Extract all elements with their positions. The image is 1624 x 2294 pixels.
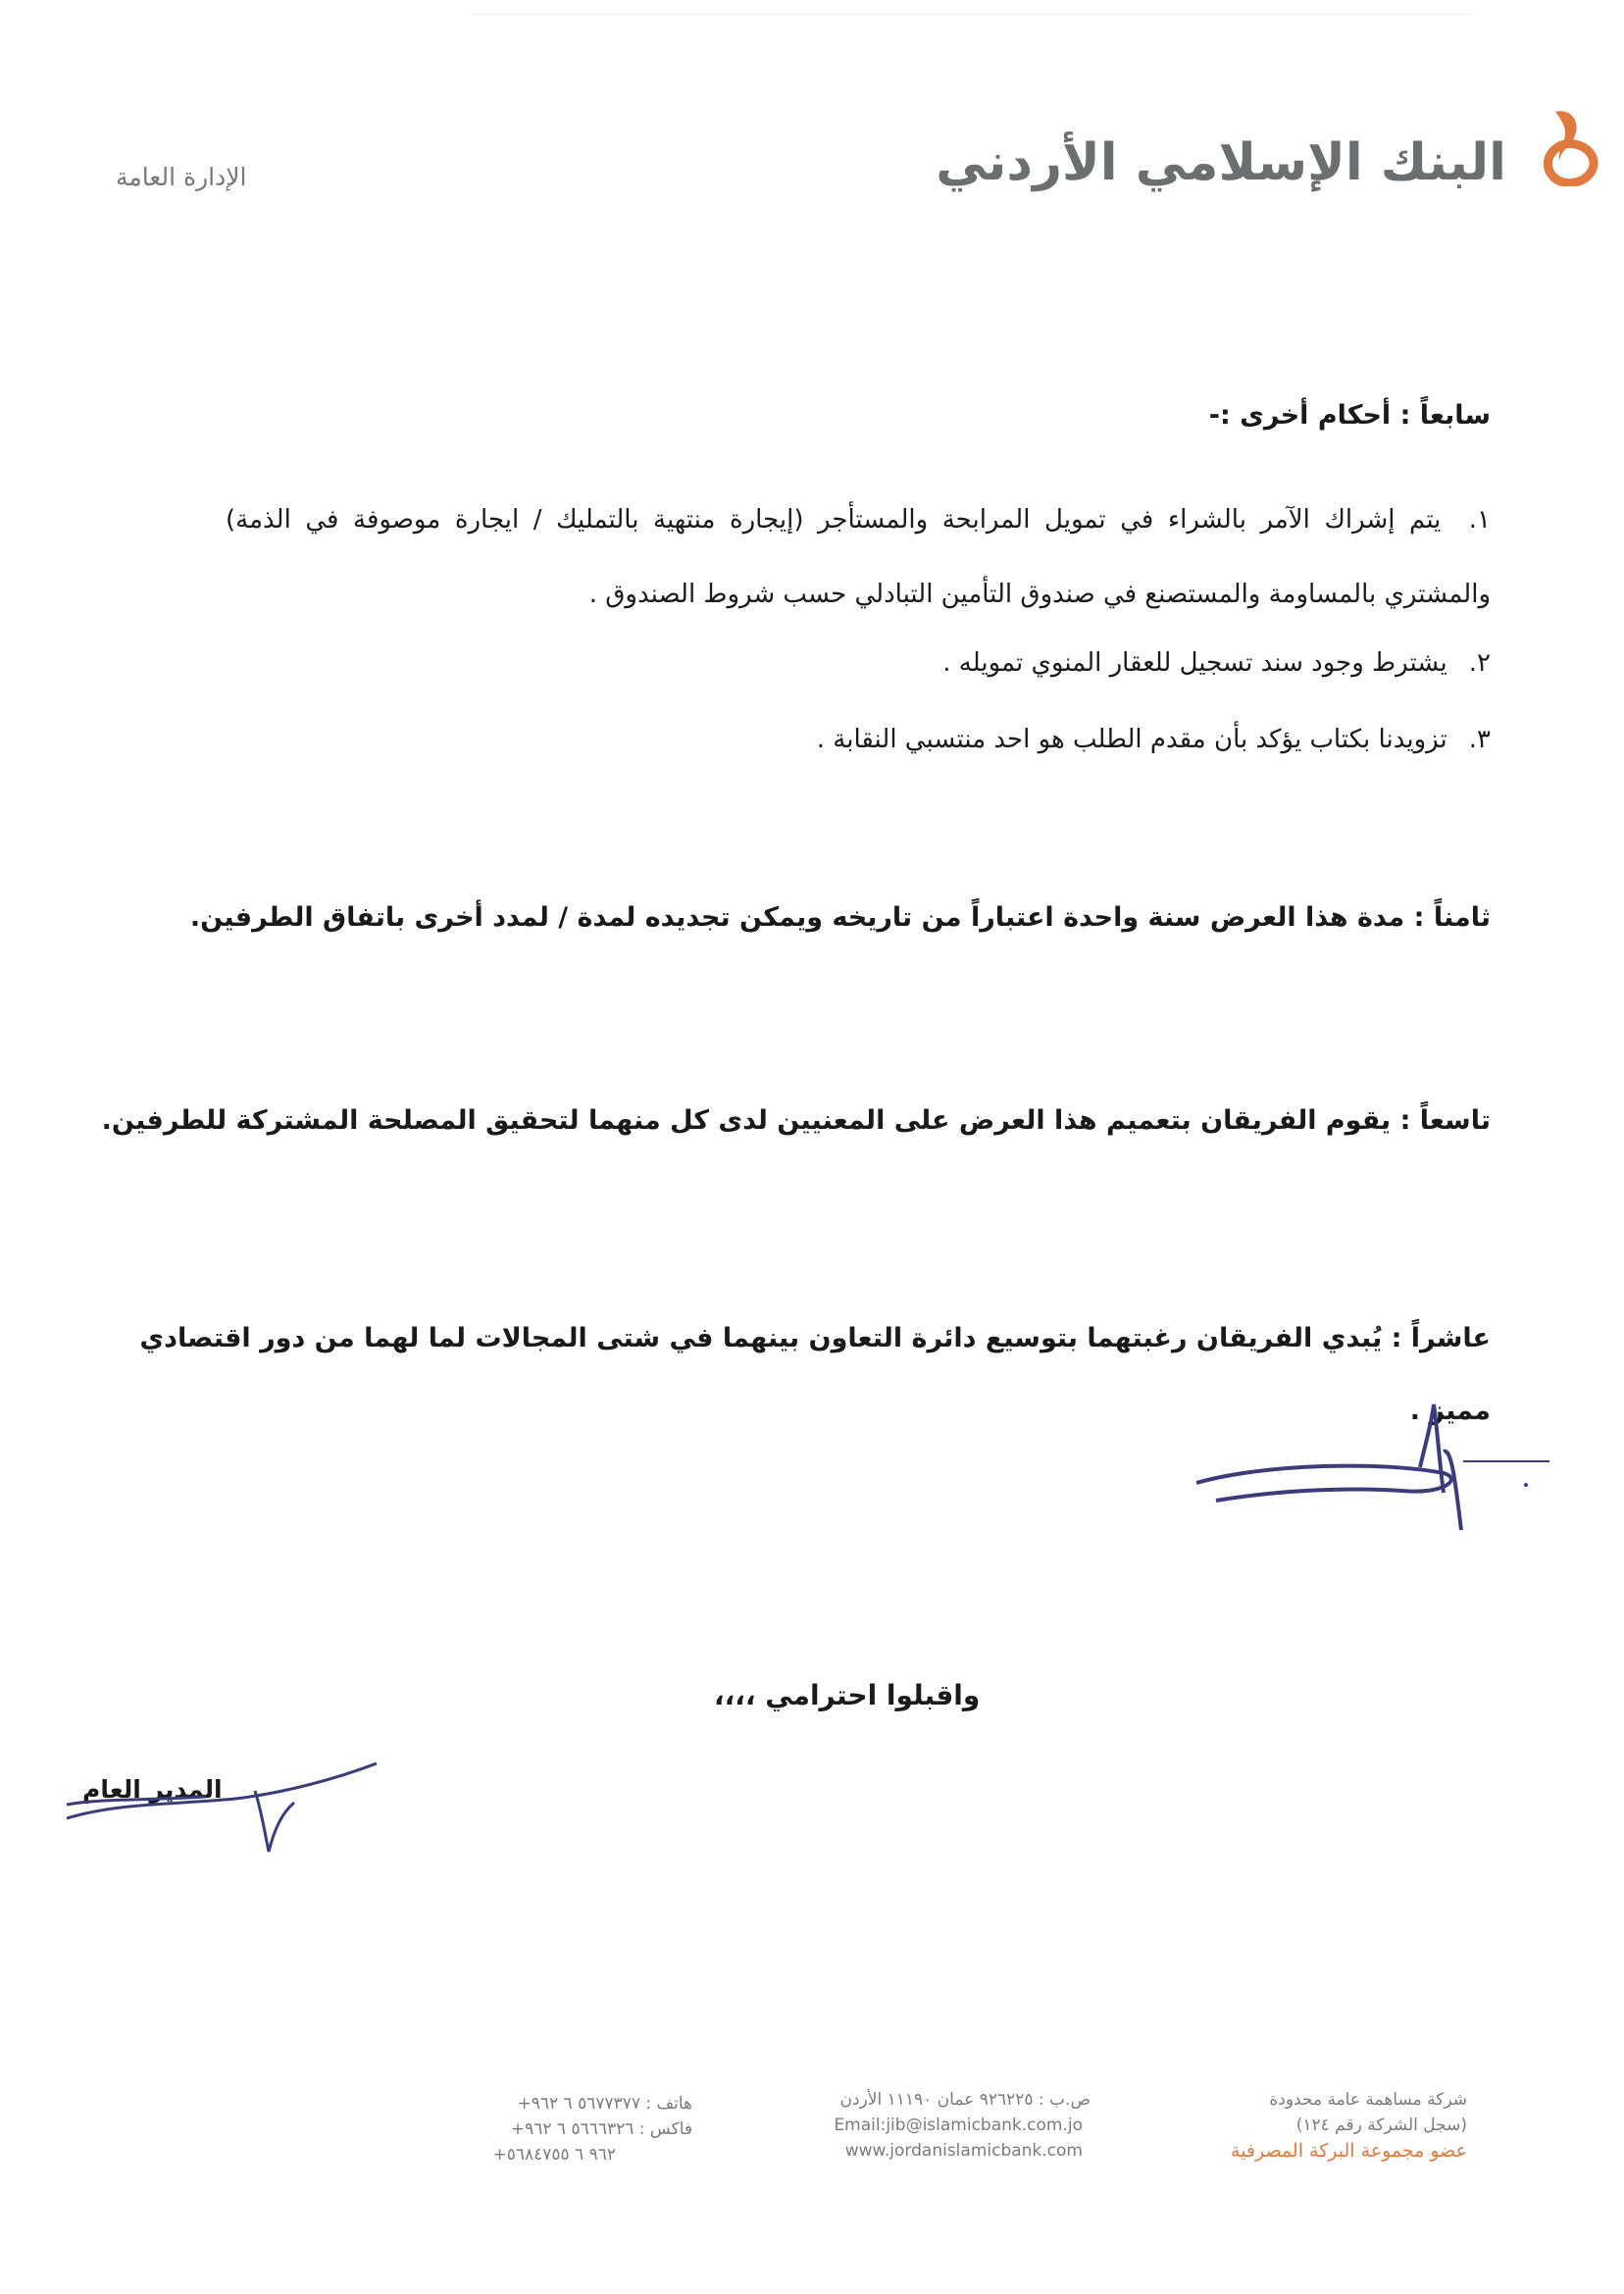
footer-phone-2: +٩٦٢ ٦ ٥٦٨٤٧٥٥ <box>492 2145 616 2165</box>
bank-logo-icon <box>1526 106 1602 186</box>
initials-signature <box>1187 1393 1559 1550</box>
footer-phone: هاتف : ٥٦٧٧٣٧٧ ٦ ٩٦٢+ <box>517 2094 692 2114</box>
footer-company <box>1269 2087 1467 2138</box>
clause-tenth-continuation: مميز . <box>1409 1396 1491 1426</box>
clause-eighth <box>190 902 1491 933</box>
bank-name: البنك الإسلامي الأردني <box>936 133 1506 192</box>
footer-company-type: شركة مساهمة عامة محدودة <box>1269 2090 1467 2110</box>
clause-eighth-text: مدة هذا العرض سنة واحدة اعتباراً من تاريخه ويمكن تجديده لمدة / لمدد أخرى باتفاق الطرفين. <box>189 902 1405 933</box>
list-item-text: يتم إشراك الآمر بالشراء في تمويل المرابحة والمستأجر (إيجارة منتهية بالتمليك / ايجارة موصوفة في الذمة) والمشتري بالمساومة والمستصنع في صندوق التأمين التبادلي حسب شروط الصندوق . <box>226 505 1491 609</box>
section-seventh-heading <box>1209 400 1491 431</box>
list-item <box>226 483 1491 632</box>
footer-member: عضو مجموعة البركة المصرفية <box>1230 2140 1467 2162</box>
manager-signature <box>59 1750 392 1858</box>
clause-ninth-label: تاسعاً : <box>1399 1105 1491 1136</box>
list-item-text: تزويدنا بكتاب يؤكد بأن مقدم الطلب هو احد منتسبي النقابة . <box>816 725 1447 754</box>
clause-ninth <box>102 1105 1491 1136</box>
list-item-number: ٢. <box>1468 648 1491 678</box>
clause-tenth-label: عاشراً : <box>1391 1323 1491 1353</box>
clause-eighth-label: ثامناً : <box>1413 902 1491 933</box>
closing-line: واقبلوا احترامي ،،،، <box>714 1679 981 1711</box>
clause-ninth-text: يقوم الفريقان بتعميم هذا العرض على المعنيين لدى كل منهما لتحقيق المصلحة المشتركة للطرفين. <box>101 1105 1392 1136</box>
scan-edge-line <box>471 14 1471 15</box>
section-seventh-title: أحكام أخرى :- <box>1208 400 1392 431</box>
footer-address: ص.ب : ٩٢٦٢٢٥ عمان ١١١٩٠ الأردن <box>839 2090 1091 2110</box>
footer-email: Email:jib@islamicbank.com.jo <box>834 2116 1083 2135</box>
signer-title: المدير العام <box>82 1775 223 1804</box>
footer-website: www.jordanislamicbank.com <box>844 2141 1083 2161</box>
list-item <box>226 626 1491 700</box>
footer-registry: (سجل الشركة رقم ١٢٤) <box>1295 2116 1467 2135</box>
list-item-number: ١. <box>1468 505 1491 535</box>
list-item <box>226 702 1491 777</box>
section-seventh-label: سابعاً : <box>1399 400 1491 431</box>
list-item-number: ٣. <box>1468 725 1491 754</box>
list-item-text: يشترط وجود سند تسجيل للعقار المنوي تمويله . <box>942 648 1447 678</box>
footer-fax: فاكس : ٥٦٦٦٣٢٦ ٦ ٩٦٢+ <box>510 2119 692 2139</box>
clause-tenth-text: يُبدي الفريقان رغبتهما بتوسيع دائرة التعاون بينهما في شتى المجالات لما لهما من دور اقتصادي <box>139 1323 1383 1353</box>
department-label: الإدارة العامة <box>116 163 247 191</box>
